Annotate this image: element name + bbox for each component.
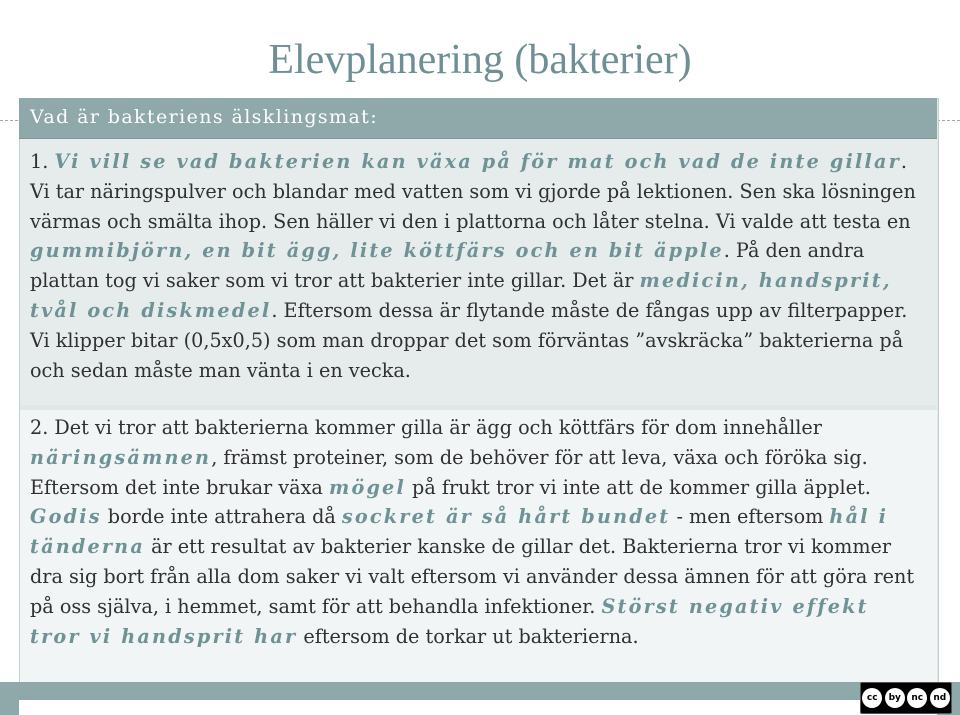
- emphasized-text: sockret är så hårt bundet: [341, 505, 671, 529]
- paragraph-1: [30, 139, 927, 385]
- emphasized-text: gummibjörn, en bit ägg, lite köttfärs och en bit äpple: [30, 239, 724, 263]
- emphasized-text: Vi vill se vad bakterien kan växa på för mat och vad de inte gillar: [54, 150, 901, 173]
- body-text: borde inte attrahera då: [101, 505, 342, 529]
- body-text: . Vi tar näringspulver och blandar med vatten som vi gjorde på lektionen. Sen ska lösningen värmas och smälta ihop. Sen häller vi den i plattorna och låter stelna. Vi valde att testa en: [30, 150, 916, 233]
- emphasized-text: hål i tänderna: [30, 505, 889, 559]
- body-text: . Eftersom dessa är flytande måste de fångas upp av filterpapper. Vi klipper bitar (0,5x0,5) som man droppar det som förväntas ”avskräcka” bakterierna på och sedan måste man vänta i en vecka.: [30, 298, 908, 382]
- body-text: är ett resultat av bakterier kanske de gillar det. Bakterierna tror vi kommer dra sig bort från alla dom saker vi valt eftersom vi använder dessa ämnen för att göra rent på oss själva, i hemmet, samt för att behandla infektioner.: [30, 535, 915, 618]
- panel-hypothesis-method: [20, 139, 937, 405]
- body-text: , främst proteiner, som de behöver för att leva, växa och föröka sig. Eftersom det inte brukar växa: [30, 445, 868, 499]
- section-header: Vad är bakteriens älsklingsmat:: [30, 106, 379, 128]
- paragraph-2: [30, 410, 927, 651]
- by-icon: by: [885, 688, 905, 708]
- emphasized-text: Störst negativ effekt tror vi handsprit har: [30, 594, 869, 648]
- body-text: 1.: [30, 150, 55, 173]
- body-text: på frukt tror vi inte att de kommer gilla äpplet.: [405, 475, 871, 499]
- cc-icon: cc: [862, 688, 882, 708]
- body-text: . På den andra plattan tog vi saker som vi tror att bakterier inte gillar. Det är: [30, 239, 865, 293]
- slide-title: Elevplanering (bakterier): [268, 37, 692, 83]
- emphasized-text: medicin, handsprit, tvål och diskmedel: [30, 269, 892, 322]
- emphasized-text: näringsämnen: [30, 445, 212, 469]
- emphasized-text: mögel: [328, 475, 406, 499]
- nc-icon: nc: [907, 688, 927, 708]
- body-text: eftersom de torkar ut bakterierna.: [297, 624, 639, 648]
- body-text: 2. Det vi tror att bakterierna kommer gilla är ägg och köttfärs för dom innehåller: [30, 416, 822, 439]
- nd-icon: nd: [930, 688, 950, 708]
- cc-license-badge[interactable]: [860, 682, 952, 714]
- footer-white: [19, 700, 937, 715]
- emphasized-text: Godis: [30, 505, 102, 529]
- body-text: - men eftersom: [670, 505, 830, 529]
- panel-prediction: [20, 410, 937, 700]
